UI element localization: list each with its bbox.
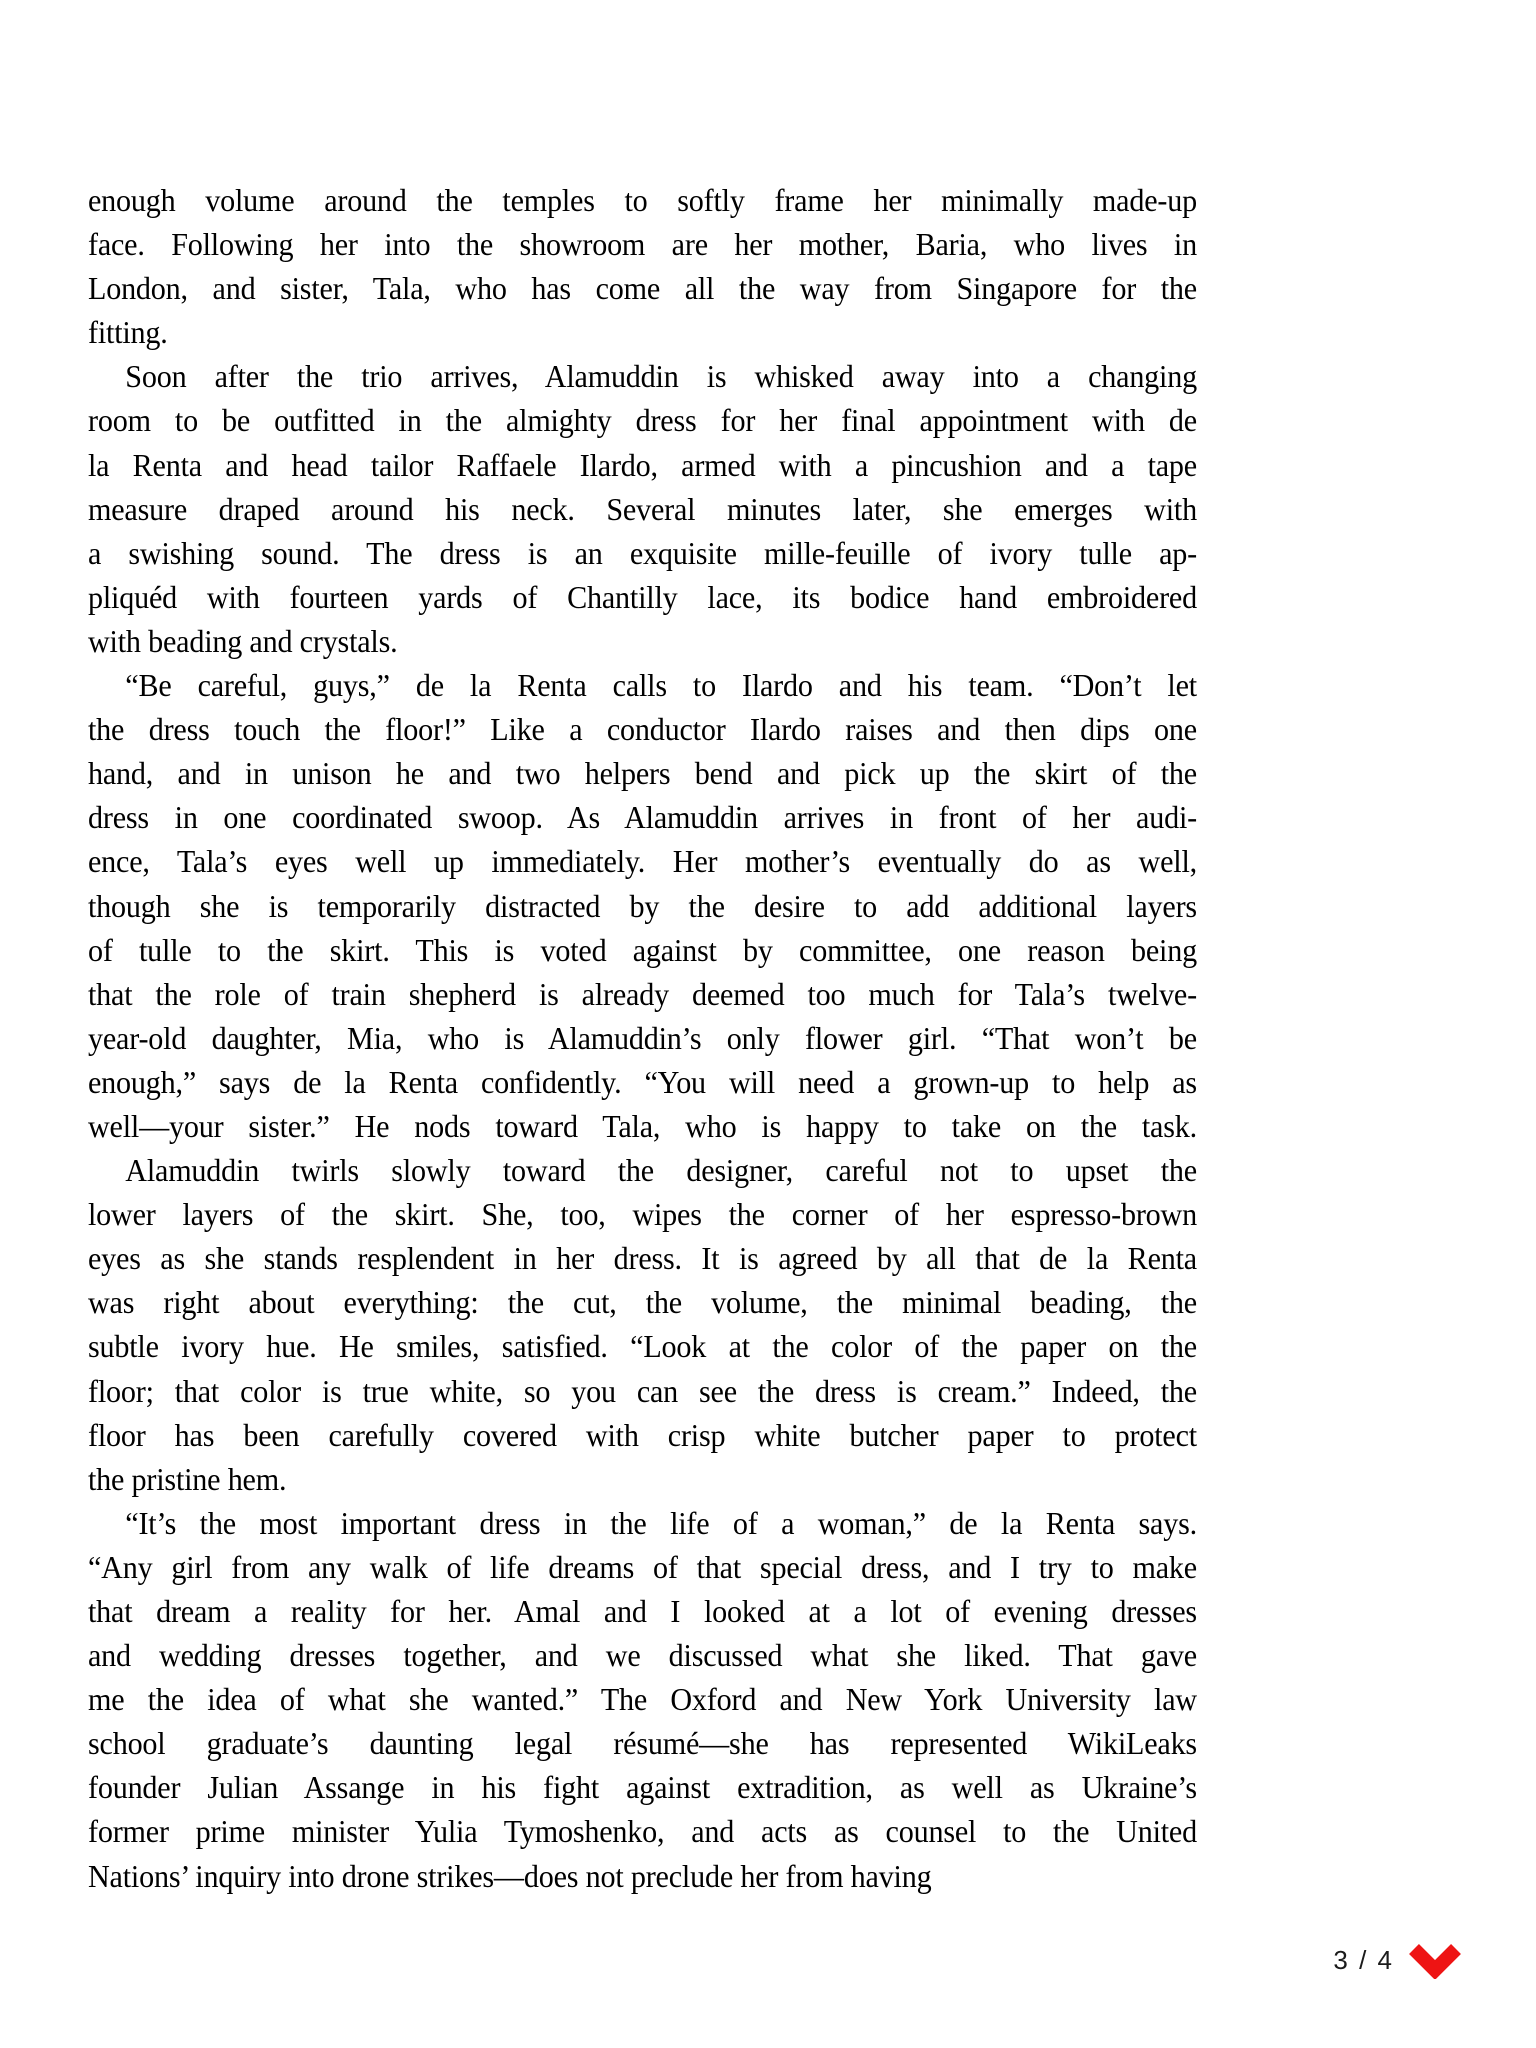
text-line: school graduate’s daunting legal résumé—she has represented WikiLeaks <box>88 1726 1197 1762</box>
text-line: subtle ivory hue. He smiles, satisfied. “Look at the color of the paper on the <box>88 1329 1197 1365</box>
text-line: was right about everything: the cut, the volume, the minimal beading, the <box>88 1285 1197 1321</box>
text-line: enough volume around the temples to softly frame her minimally made-up <box>88 183 1197 218</box>
text-line: dress in one coordinated swoop. As Alamuddin arrives in front of her audi- <box>88 800 1197 836</box>
text-line: “It’s the most important dress in the life of a woman,” de la Renta says. <box>125 1505 1197 1541</box>
text-line: Nations’ inquiry into drone strikes—does not preclude her from having <box>88 1858 932 1894</box>
text-line: a swishing sound. The dress is an exquisite mille-feuille of ivory tulle ap- <box>88 535 1197 571</box>
page-indicator: 3 / 4 <box>1333 1944 1394 1975</box>
text-line: floor; that color is true white, so you can see the dress is cream.” Indeed, the <box>88 1373 1197 1409</box>
article-text <box>88 179 1197 1899</box>
text-line: year-old daughter, Mia, who is Alamuddin’s only flower girl. “That won’t be <box>88 1020 1197 1056</box>
text-line: pliquéd with fourteen yards of Chantilly lace, its bodice hand embroidered <box>88 579 1197 615</box>
text-line: and wedding dresses together, and we discussed what she liked. That gave <box>88 1638 1197 1674</box>
text-line: “Any girl from any walk of life dreams of that special dress, and I try to make <box>88 1549 1197 1585</box>
next-page-button[interactable] <box>1408 1940 1462 1980</box>
text-line: lower layers of the skirt. She, too, wipes the corner of her espresso-brown <box>88 1197 1197 1233</box>
text-line: room to be outfitted in the almighty dress for her final appointment with de <box>88 403 1197 439</box>
text-line: London, and sister, Tala, who has come all the way from Singapore for the <box>88 271 1197 307</box>
text-line: me the idea of what she wanted.” The Oxford and New York University law <box>88 1682 1197 1718</box>
text-line: la Renta and head tailor Raffaele Ilardo, armed with a pincushion and a tape <box>88 447 1197 483</box>
text-line: Soon after the trio arrives, Alamuddin is whisked away into a changing <box>125 359 1197 395</box>
text-line: Alamuddin twirls slowly toward the designer, careful not to upset the <box>125 1153 1197 1189</box>
text-line: measure draped around his neck. Several minutes later, she emerges with <box>88 491 1197 527</box>
pagination-footer <box>1333 1938 1462 1982</box>
text-line: that the role of train shepherd is already deemed too much for Tala’s twelve- <box>88 976 1197 1012</box>
text-line: “Be careful, guys,” de la Renta calls to Ilardo and his team. “Don’t let <box>125 668 1197 704</box>
text-line: hand, and in unison he and two helpers bend and pick up the skirt of the <box>88 756 1197 792</box>
text-line: the pristine hem. <box>88 1461 287 1497</box>
text-line: face. Following her into the showroom are her mother, Baria, who lives in <box>88 227 1197 263</box>
text-line: the dress touch the floor!” Like a conductor Ilardo raises and then dips one <box>88 712 1197 748</box>
text-line: that dream a reality for her. Amal and I looked at a lot of evening dresses <box>88 1594 1197 1629</box>
text-line: well—your sister.” He nods toward Tala, who is happy to take on the task. <box>88 1108 1197 1144</box>
text-line: founder Julian Assange in his fight against extradition, as well as Ukraine’s <box>88 1770 1197 1806</box>
text-line: former prime minister Yulia Tymoshenko, and acts as counsel to the United <box>88 1814 1197 1850</box>
text-line: fitting. <box>88 315 168 351</box>
text-line: ence, Tala’s eyes well up immediately. Her mother’s eventually do as well, <box>88 844 1197 880</box>
text-line: enough,” says de la Renta confidently. “You will need a grown-up to help as <box>88 1064 1197 1100</box>
text-line: though she is temporarily distracted by the desire to add additional layers <box>88 888 1197 924</box>
text-line: of tulle to the skirt. This is voted against by committee, one reason being <box>88 932 1197 968</box>
chevron-down-icon <box>1408 1941 1462 1979</box>
text-line: with beading and crystals. <box>88 623 398 659</box>
text-line: eyes as she stands resplendent in her dress. It is agreed by all that de la Renta <box>88 1241 1197 1277</box>
text-line: floor has been carefully covered with crisp white butcher paper to protect <box>88 1417 1197 1453</box>
